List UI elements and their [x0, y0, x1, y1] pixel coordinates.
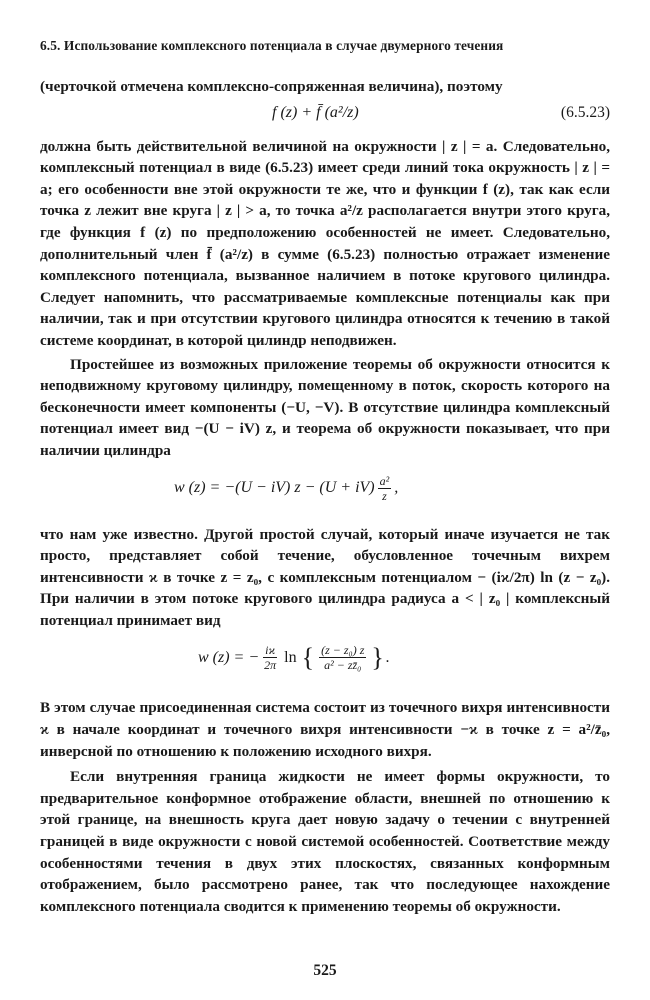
left-brace: { — [301, 642, 315, 672]
equation-vortex-with-cylinder — [40, 639, 610, 687]
equation-tail: . — [385, 648, 390, 666]
equation-cylinder-flow — [40, 470, 610, 514]
fraction-denominator: z — [382, 488, 387, 503]
paragraph-4: В этом случае присоединенная система состоит из точечного вихря интенсивности ϰ в начале координат и точечного вихря интенсивности −ϰ в точке z = a²/z̄₀, инверсной по отношению к положению исходного вихря. — [40, 699, 610, 760]
page-number: 525 — [313, 962, 337, 979]
log-function: ln — [284, 648, 297, 666]
argument-fraction — [319, 643, 366, 672]
fraction-numerator: a² — [379, 473, 390, 488]
paragraph-3: что нам уже известно. Другой простой случай, который иначе изучается не так просто, представляет собой течение, обусловленное точечным вихрем интенсивности ϰ в точке z = z₀, с комплексным потенциалом − (iϰ/2π) ln (z − z₀). При наличии в этом потоке кругового цилиндра радиуса a < | z₀ | комплексный потенциал принимает вид — [40, 525, 610, 629]
equation-expression: f (z) + f̄ (a²/z) — [272, 103, 359, 121]
right-brace: } — [371, 642, 384, 672]
fraction — [378, 474, 392, 503]
running-header: 6.5. Использование комплексного потенциала в случае двумерного течения — [40, 38, 504, 53]
paragraph-5: Если внутренняя граница жидкости не имеет формы окружности, то предварительное конформное отображение области, внешней по отношению к этой границе, на внешность круга дает новую задачу о течении с внутренней границей в виде окружности с новой системой особенностей. Соответствие между особенностями течения в двух этих плоскостях, связанных конформным отображением, было рассмотрено ранее, так что последующее нахождение комплексного потенциала сводится к применению теоремы об окружности. — [40, 768, 610, 915]
equation-tail: , — [394, 479, 399, 496]
equation-number: (6.5.23) — [560, 103, 610, 121]
fraction-numerator: (z − z₀) z — [321, 643, 365, 658]
paragraph-2: Простейшее из возможных приложение теоремы об окружности относится к неподвижному круговому цилиндру, помещенному в поток, скорость которого на бесконечности имеет компоненты (−U, −V). В отсутствие цилиндра комплексный потенциал имеет вид −(U − iV) z, и теорема об окружности показывает, что при наличии цилиндра — [40, 355, 610, 459]
fraction-numerator: iϰ — [265, 643, 276, 658]
equation-6-5-23 — [40, 102, 610, 128]
fraction-denominator: 2π — [264, 658, 277, 673]
fraction-denominator: a² − zz̄₀ — [324, 658, 362, 673]
equation-expression — [174, 474, 398, 503]
paragraph-1-start: (черточкой отмечена комплексно-сопряженная величина), поэтому — [40, 78, 503, 95]
equation-lhs: w (z) = −(U − iV) z − (U + iV) — [174, 479, 375, 496]
equation-expression — [198, 643, 390, 672]
paragraph-1-continued: должна быть действительной величиной на окружности | z | = a. Следовательно, комплексный потенциал в виде (6.5.23) имеет среди линий тока окружность | z | = a; его особенности вне этой окружности те же, что и функции f (z), так как если точка z лежит вне круга | z | > a, то точка a²/z располагается внутри этого круга, где функция f (z) по предположению особенностей не имеет. Следовательно, дополнительный член f̄ (a²/z) в сумме (6.5.23) полностью отражает изменение комплексного потенциала, вызванное наличием в потоке кругового цилиндра. Следует напомнить, что рассматриваемые комплексные потенциалы как при наличии, так и при отсутствии кругового цилиндра относятся к течению в такой системе координат, в которой цилиндр неподвижен. — [40, 137, 610, 349]
equation-lhs: w (z) = − — [198, 648, 260, 666]
coefficient-fraction — [262, 643, 278, 672]
page-body — [40, 38, 610, 917]
